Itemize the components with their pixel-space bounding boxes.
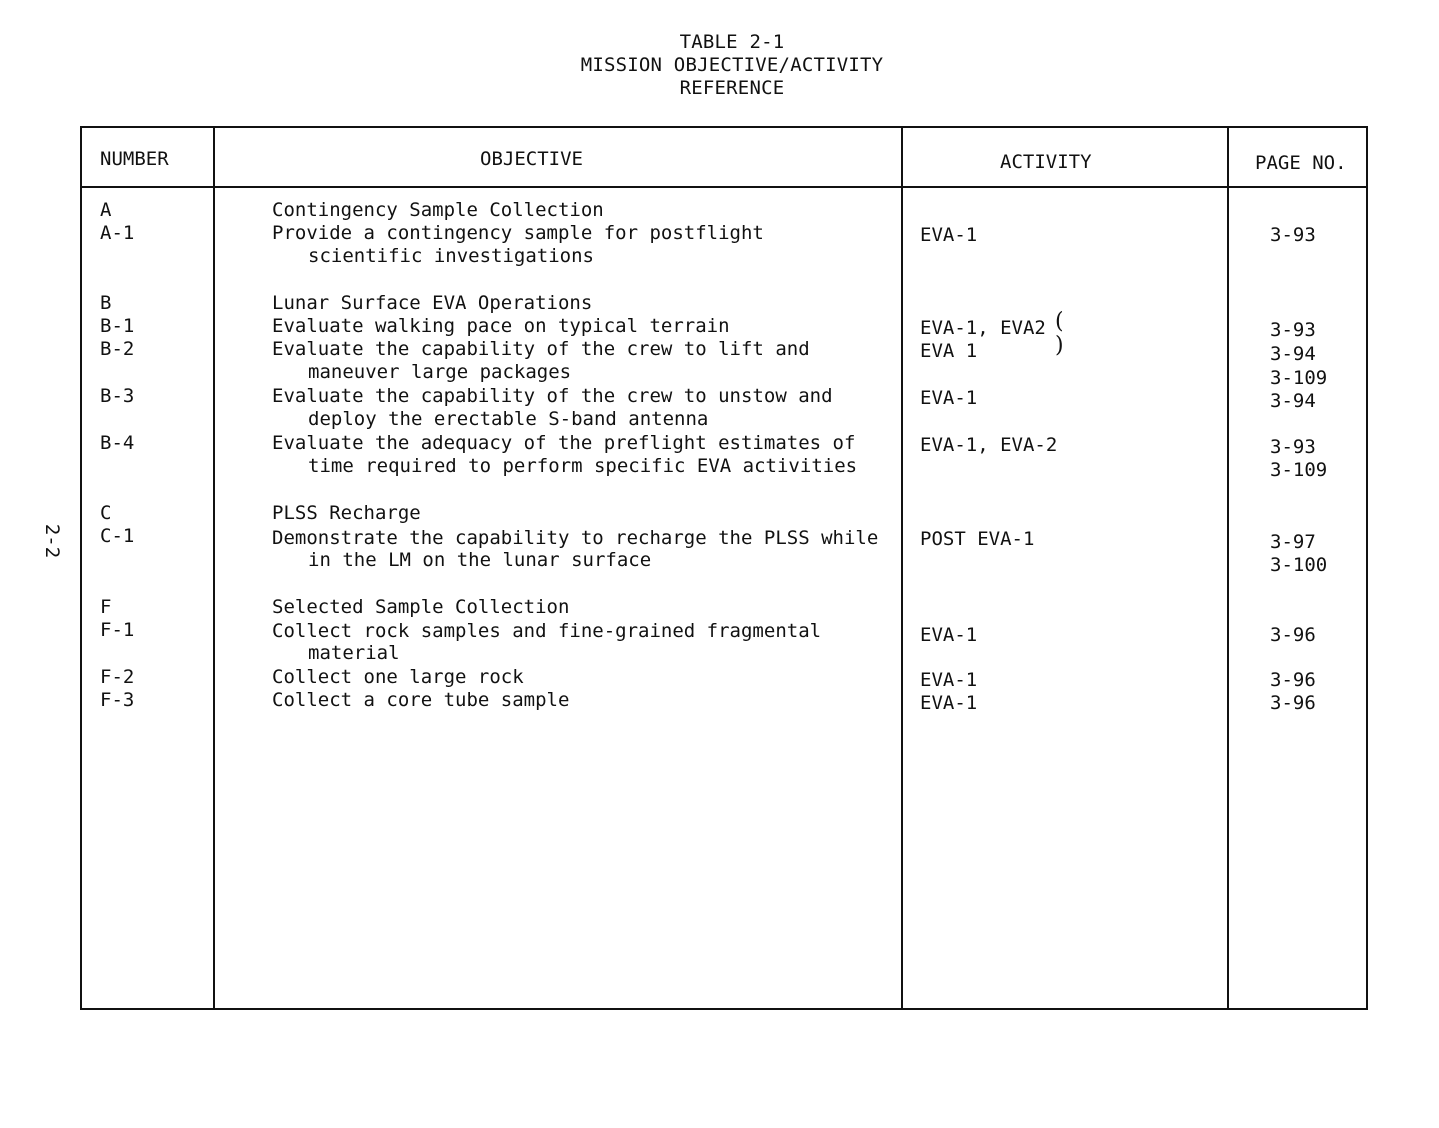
row-page-secondary: 3-100 (1270, 554, 1328, 576)
header-objective: OBJECTIVE (480, 148, 583, 170)
row-activity: EVA-1 (920, 692, 978, 714)
row-objective: Evaluate walking pace on typical terrain (272, 315, 730, 337)
row-page: 3-93 (1270, 224, 1316, 246)
row-page-secondary: 3-109 (1270, 367, 1328, 389)
row-objective-continued: time required to perform specific EVA activities (308, 455, 858, 477)
row-activity: EVA-1, EVA2 (920, 317, 1046, 339)
title-line-2: MISSION OBJECTIVE/ACTIVITY (580, 54, 884, 76)
row-objective-continued: in the LM on the lunar surface (308, 549, 652, 571)
header-number: NUMBER (100, 148, 169, 170)
row-number: A-1 (100, 222, 135, 244)
row-page: 3-96 (1270, 669, 1316, 691)
row-number: F-1 (100, 619, 135, 641)
row-objective: Selected Sample Collection (272, 596, 570, 618)
bracket-mark-top: ( (1055, 309, 1064, 334)
table-title (520, 31, 944, 100)
row-activity: EVA-1 (920, 387, 978, 409)
row-page: 3-97 (1270, 531, 1316, 553)
row-page: 3-94 (1270, 390, 1316, 412)
row-objective: Collect a core tube sample (272, 689, 570, 711)
header-page-no: PAGE NO. (1255, 152, 1347, 174)
row-number: A (100, 199, 112, 221)
title-line-3: REFERENCE (679, 77, 785, 99)
row-page: 3-93 (1270, 436, 1316, 458)
row-activity: EVA-1, EVA-2 (920, 434, 1058, 456)
row-number: B (100, 292, 112, 314)
bracket-mark-bottom: ) (1055, 333, 1064, 358)
side-page-number: 2-2 (41, 523, 64, 559)
row-number: B-3 (100, 385, 135, 407)
row-number: F (100, 596, 112, 618)
row-page: 3-96 (1270, 692, 1316, 714)
row-number: C-1 (100, 525, 135, 547)
row-number: F-2 (100, 666, 135, 688)
objective-activity-table (80, 126, 1368, 1010)
row-objective-continued: maneuver large packages (308, 361, 572, 383)
row-number: B-2 (100, 338, 135, 360)
row-objective: Contingency Sample Collection (272, 199, 604, 221)
row-objective: Evaluate the adequacy of the preflight estimates of (272, 432, 856, 454)
row-page: 3-94 (1270, 343, 1316, 365)
header-activity: ACTIVITY (1000, 151, 1092, 173)
row-page-secondary: 3-109 (1270, 459, 1328, 481)
row-number: F-3 (100, 689, 135, 711)
title-line-1: TABLE 2-1 (679, 31, 785, 53)
row-activity: EVA-1 (920, 224, 978, 246)
row-objective: Lunar Surface EVA Operations (272, 292, 593, 314)
row-activity: EVA-1 (920, 624, 978, 646)
row-number: B-1 (100, 315, 135, 337)
row-activity: POST EVA-1 (920, 528, 1035, 550)
row-objective: Collect rock samples and fine-grained fragmental (272, 620, 822, 642)
row-page: 3-96 (1270, 624, 1316, 646)
row-objective: Demonstrate the capability to recharge the PLSS while (272, 527, 879, 549)
row-number: C (100, 502, 112, 524)
row-objective-continued: material (308, 642, 400, 664)
row-objective: Provide a contingency sample for postflight (272, 222, 764, 244)
row-objective: Evaluate the capability of the crew to lift and (272, 338, 810, 360)
row-objective: Collect one large rock (272, 666, 524, 688)
header-divider (82, 186, 1366, 188)
row-objective-continued: deploy the erectable S-band antenna (308, 408, 709, 430)
row-objective: Evaluate the capability of the crew to unstow and (272, 385, 833, 407)
row-page: 3-93 (1270, 319, 1316, 341)
column-divider-3 (1227, 128, 1229, 1008)
row-objective-continued: scientific investigations (308, 245, 594, 267)
row-number: B-4 (100, 432, 135, 454)
row-objective: PLSS Recharge (272, 502, 421, 524)
row-activity: EVA 1 (920, 340, 978, 362)
column-divider-2 (901, 128, 903, 1008)
column-divider-1 (213, 128, 215, 1008)
row-activity: EVA-1 (920, 669, 978, 691)
